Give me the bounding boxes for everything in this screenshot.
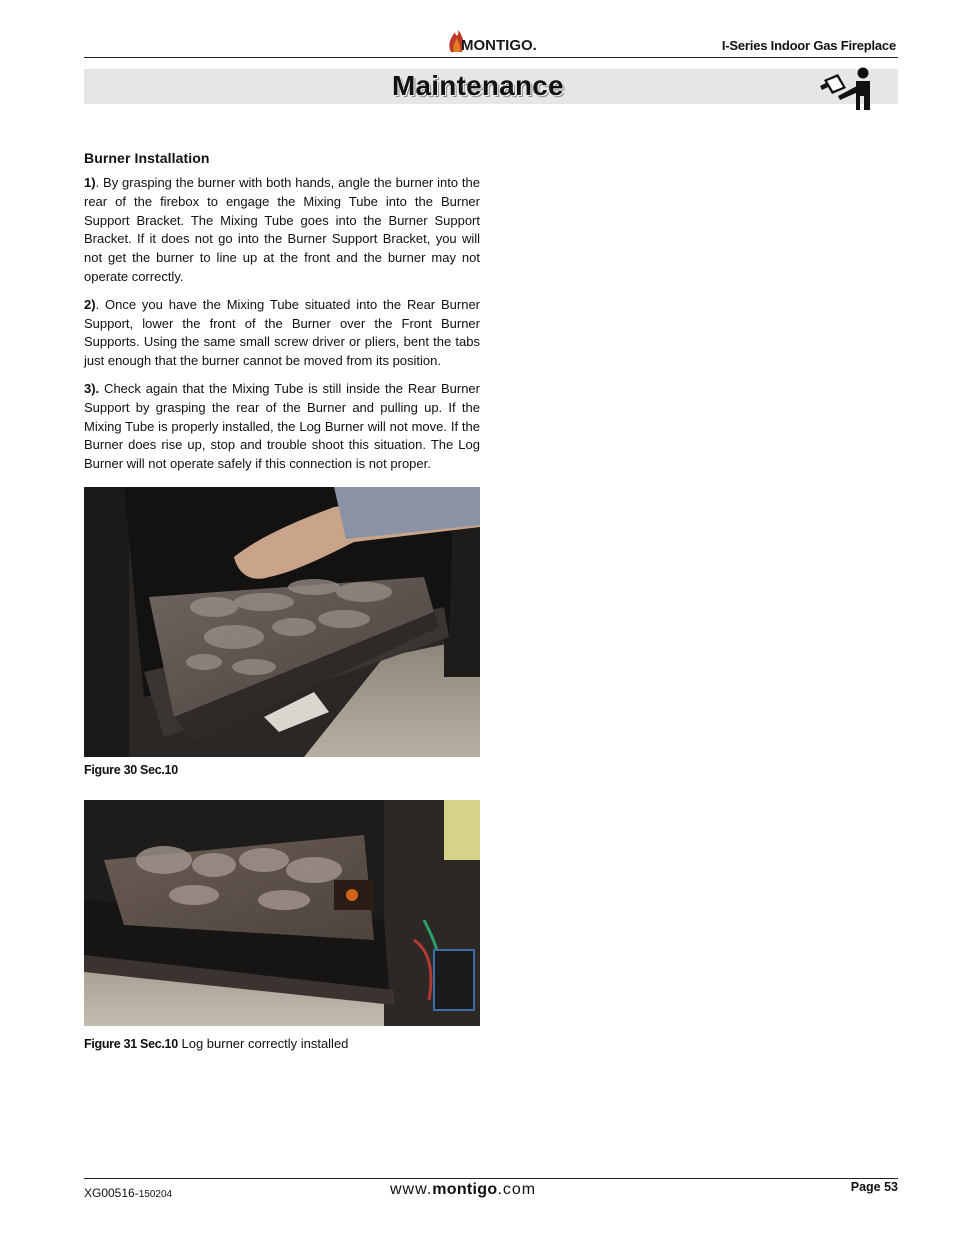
doc-code: XG00516- [84, 1186, 139, 1200]
content-column [84, 150, 480, 483]
product-title: I-Series Indoor Gas Fireplace [721, 38, 896, 53]
step-text: . By grasping the burner with both hands, angle the burner into the rear of the firebox to engage the Mixing Tube into the Burner Support Bracket. The Mixing Tube goes into the Burner Support Bracket. If it does not go into the Burner Support Bracket, you will not get the burner to line up at the front and the burner may not operate correctly. [84, 175, 480, 284]
person-reading-manual-icon [816, 66, 876, 112]
logo-wordmark: MONTIGO. [461, 37, 537, 54]
figure-30-caption [84, 762, 178, 777]
page-number: Page 53 [850, 1180, 898, 1194]
header-divider [84, 57, 898, 58]
step-number: 3). [84, 380, 100, 396]
step-paragraph [84, 380, 480, 474]
document-code [84, 1186, 172, 1200]
figure-caption-text: Log burner correctly installed [177, 1036, 349, 1051]
web-brand: montigo [432, 1181, 498, 1198]
page-title: Maintenance [392, 70, 564, 101]
doc-revision: 150204 [138, 1189, 173, 1200]
step-text: Check again that the Mixing Tube is still inside the Rear Burner Support by grasping the rear of the Burner and pulling up. If the Mixing Tube is properly installed, the Log Burner will not move. If the Burner does rise up, stop and trouble shoot this situation. The Log Burner will not operate safely if this connection is not proper. [84, 380, 480, 472]
website-url[interactable] [390, 1181, 536, 1199]
figure-31-photo [84, 800, 480, 1026]
section-banner [84, 69, 898, 104]
figure-31-caption [84, 1036, 348, 1051]
web-suffix: .com [497, 1181, 537, 1198]
step-number: 2) [84, 296, 96, 312]
step-paragraph [84, 296, 480, 371]
step-paragraph [84, 174, 480, 287]
montigo-logo [445, 24, 540, 56]
step-text: . Once you have the Mixing Tube situated into the Rear Burner Support, lower the front of the Burner over the Front Burner Supports. Using the same small screw driver or pliers, bent the tabs just enough that the burner cannot be moved from its position. [84, 296, 480, 369]
step-number: 1) [84, 175, 96, 190]
footer-divider [84, 1178, 898, 1179]
figure-label: Figure 31 Sec.10 [84, 1037, 178, 1051]
web-prefix: www. [390, 1181, 433, 1198]
figure-30-photo [84, 487, 480, 757]
figure-label: Figure 30 Sec.10 [84, 763, 178, 777]
section-heading: Burner Installation [84, 150, 210, 166]
